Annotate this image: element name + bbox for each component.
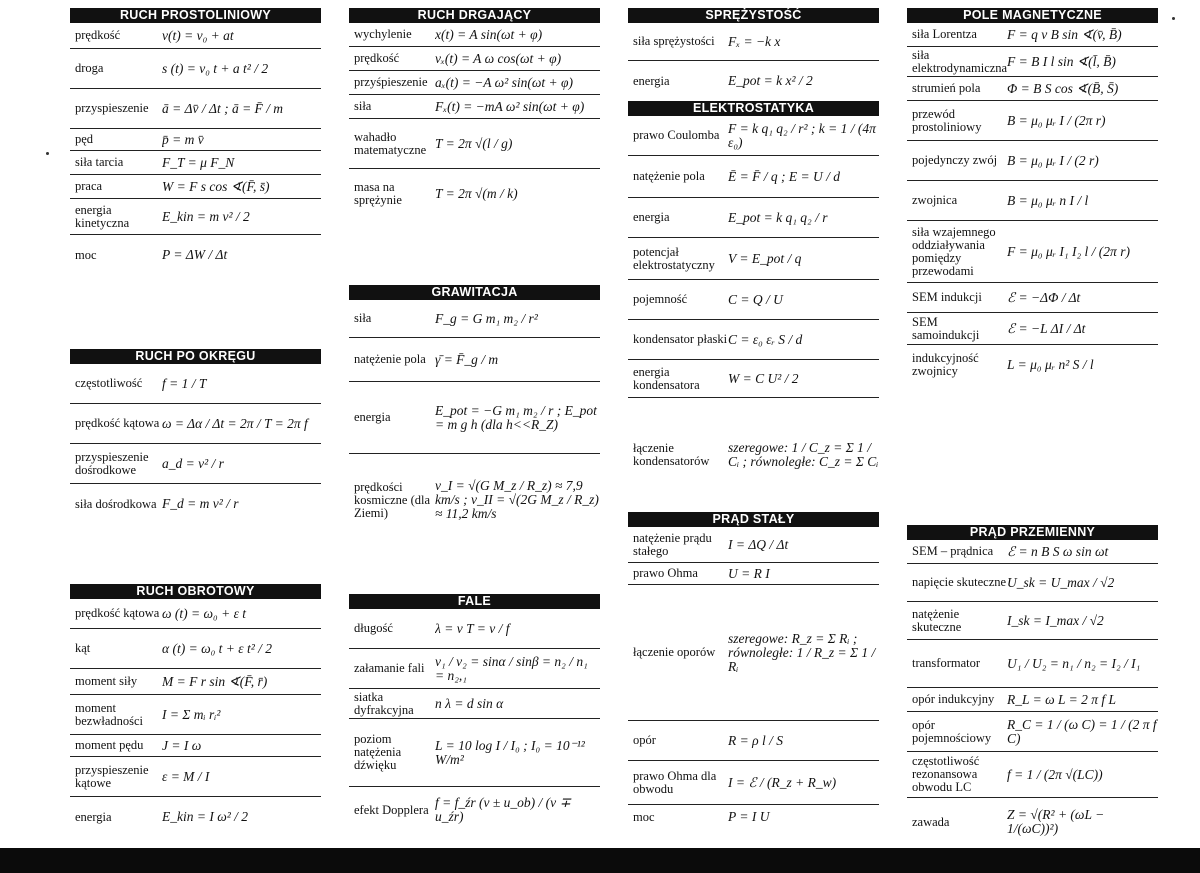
formula-label: siła elektrodynamiczna [912,47,1008,75]
formula-label: moment siły [75,674,138,688]
formula-expression: ā = Δv̄ / Δt ; ā = F̄ / m [162,101,284,116]
formula-label: przyspieszenie [75,101,149,115]
formula-row [907,23,1158,47]
formula-label: łączenie kondensatorów [633,441,710,468]
formula-row [628,116,879,156]
formula-label: siła sprężystości [633,34,715,48]
formula-expression: szeregowe: R_z = Σ Rᵢ ; równoległe: 1 / R_z = Σ 1 / Rᵢ [728,631,876,674]
formula-row [70,129,321,151]
formula-expression: P = ΔW / Δt [162,248,228,262]
formula-label: natężenie prądu stałego [633,530,712,558]
column-4 [907,8,1158,846]
formula-expression: f = 1 / (2π √(LC)) [1007,767,1103,782]
formula-expression: v_I = √(G M_z / R_z) ≈ 7,9 km/s ; v_II = √(2G M_z / R_z) ≈ 11,2 km/s [435,479,599,521]
formula-label: łączenie oporów [633,645,716,659]
formula-label: siła tarcia [75,155,124,169]
formula-row [70,404,321,444]
formula-expression: F = k q₁ q₂ / r² ; k = 1 / (4π ε₀) [728,121,876,150]
formula-expression: Ē = F̄ / q ; E = U / d [728,169,840,184]
formula-expression: C = Q / U [728,292,783,307]
formula-expression: I = Σ mᵢ rᵢ² [162,707,221,722]
formula-label: moc [75,247,97,262]
formula-expression: B = μ₀ μᵣ I / (2π r) [1007,113,1106,128]
formula-label: opór [633,733,656,747]
formula-expression: R_C = 1 / (ω C) = 1 / (2 π f C) [1007,717,1157,746]
formula-row [70,175,321,199]
formula-row [70,669,321,695]
formula-label: prawo Ohma [633,566,698,580]
section-prad-staly [628,512,879,829]
formula-expression: x(t) = A sin(ωt + φ) [435,27,543,42]
column-1 [70,8,321,837]
formula-row [907,640,1158,688]
formula-label: siła dośrodkowa [75,496,157,511]
formula-label: indukcyjność zwojnicy [912,351,979,378]
formula-label: prędkość [354,51,400,65]
formula-label: strumień pola [912,81,981,95]
section-title: PRĄD PRZEMIENNY [907,525,1158,540]
formula-expression: I = ℰ / (R_z + R_w) [728,775,837,790]
formula-row [628,360,879,398]
formula-expression: n λ = d sin α [435,696,504,711]
formula-label: przewód prostoliniowy [912,106,982,134]
formula-label: moment pędu [75,738,144,752]
section-pole-magnetyczne [907,8,1158,385]
formula-label: prawo Coulomba [633,128,720,142]
formula-row [349,95,600,119]
formula-label: opór indukcyjny [912,692,995,706]
formula-row [907,602,1158,640]
formula-expression: E_pot = −G m₁ m₂ / r ; E_pot = m g h (dla h<<R_Z) [435,403,597,432]
formula-row [628,320,879,360]
formula-expression: ℰ = −ΔΦ / Δt [1007,290,1081,305]
section-ruch-po-okregu [70,349,321,524]
section-title: RUCH PROSTOLINIOWY [70,8,321,23]
formula-label: praca [75,179,103,193]
formula-label: wychylenie [354,27,412,41]
formula-row [907,798,1158,846]
formula-row [349,649,600,689]
formula-label: energia [75,809,112,824]
formula-expression: f = 1 / T [162,376,207,391]
formula-row [70,444,321,484]
section-title: RUCH DRGAJĄCY [349,8,600,23]
formula-row [628,527,879,563]
formula-expression: V = E_pot / q [728,251,802,266]
formula-expression: p̄ = m v̄ [162,132,204,147]
formula-label: zawada [912,814,950,829]
formula-row [907,221,1158,283]
formula-expression: Φ = B S cos ∢(B̄, S̄) [1007,81,1119,96]
formula-expression: T = 2π √(l / g) [435,136,513,151]
formula-row [349,689,600,719]
formula-expression: E_kin = I ω² / 2 [162,810,249,824]
formula-row [907,313,1158,345]
formula-row [907,752,1158,798]
formula-row [70,364,321,404]
section-sprezystosc [628,8,879,101]
formula-row [628,398,879,512]
formula-label: zwojnica [912,193,958,207]
formula-expression: F = q v B sin ∢(v̄, B̄) [1007,27,1122,42]
formula-expression: F = μ₀ μᵣ I₁ I₂ l / (2π r) [1007,244,1130,259]
formula-expression: B = μ₀ μᵣ I / (2 r) [1007,153,1099,168]
formula-expression: B = μ₀ μᵣ n I / l [1007,193,1089,208]
formula-label: prędkość kątowa [75,416,160,430]
scan-bottom-edge [0,848,1200,873]
formula-label: energia [633,73,670,88]
formula-label: energia [354,410,391,424]
formula-label: kąt [75,641,91,655]
formula-expression: E_pot = k q₁ q₂ / r [728,210,828,225]
formula-row [349,169,600,219]
formula-row [70,199,321,235]
formula-row [349,609,600,649]
formula-expression: E_kin = m v² / 2 [162,209,250,224]
formula-label: prędkość [75,28,121,42]
formula-row [628,721,879,761]
formula-row [349,119,600,169]
column-2 [349,8,600,833]
formula-row [349,454,600,546]
formula-row [628,585,879,721]
formula-label: pojemność [633,292,688,306]
formula-row [70,629,321,669]
formula-expression: a_d = v² / r [162,456,224,471]
formula-label: długość [354,621,393,635]
formula-label: częstotliwość rezonansowa obwodu LC [912,754,980,794]
formula-label: energia kinetyczna [75,202,130,230]
formula-expression: U = R I [728,566,770,581]
formula-label: siła wzajemnego oddziaływania pomiędzy przewodami [912,224,996,278]
formula-label: kondensator płaski [633,332,728,346]
formula-label: przyśpieszenie [354,75,428,89]
formula-label: prędkość kątowa [75,606,160,620]
formula-expression: f = f_źr (v ± u_ob) / (v ∓ u_źr) [435,796,571,824]
formula-expression: ω (t) = ω₀ + ε t [162,606,247,621]
formula-row [628,23,879,61]
formula-row [70,89,321,129]
formula-row [70,235,321,275]
formula-row [907,712,1158,752]
formula-expression: v(t) = v₀ + at [162,28,234,43]
formula-row [907,101,1158,141]
section-grawitacja [349,285,600,546]
formula-row [70,49,321,89]
formula-expression: J = I ω [162,738,202,753]
formula-expression: Z = √(R² + (ωL − 1/(ωC))²) [1007,808,1105,836]
section-ruch-drgajacy [349,8,600,219]
formula-label: natężenie skuteczne [912,606,962,634]
formula-label: moc [633,809,655,824]
formula-label: siła [354,311,372,325]
formula-row [349,23,600,47]
formula-row [70,797,321,837]
formula-expression: I = ΔQ / Δt [728,537,789,552]
formula-label: droga [75,61,104,75]
section-fale [349,594,600,833]
formula-expression: R = ρ l / S [728,733,783,748]
formula-expression: F_T = μ F_N [162,155,235,170]
formula-label: energia kondensatora [633,364,700,392]
formula-row [628,280,879,320]
column-3 [628,8,879,829]
formula-label: prędkości kosmiczne (dla Ziemi) [354,479,431,520]
formula-expression: ω = Δα / Δt = 2π / T = 2π f [162,416,308,431]
scan-speck [46,152,49,155]
formula-label: opór pojemnościowy [912,717,992,745]
section-ruch-obrotowy [70,584,321,837]
formula-expression: U_sk = U_max / √2 [1007,575,1115,590]
formula-label: pęd [75,132,94,146]
formula-label: natężenie pola [633,169,705,183]
formula-row [70,757,321,797]
formula-row [70,735,321,757]
formula-row [628,61,879,101]
formula-label: pojedynczy zwój [912,153,998,167]
formula-label: SEM samoindukcji [912,314,980,342]
formula-row [907,141,1158,181]
formula-expression: γ̄ = F̄_g / m [435,352,499,367]
formula-label: natężenie pola [354,352,426,366]
formula-expression: E_pot = k x² / 2 [728,74,813,88]
formula-expression: F_g = G m₁ m₂ / r² [435,311,538,326]
formula-row [907,564,1158,602]
formula-label: wahadło matematyczne [354,129,427,157]
formula-row [628,156,879,198]
formula-label: siatka dyfrakcyjna [354,689,414,717]
formula-row [907,540,1158,564]
formula-row [907,77,1158,101]
formula-row [349,719,600,787]
formula-label: potencjał elektrostatyczny [633,244,715,272]
formula-expression: vₓ(t) = A ω cos(ωt + φ) [435,51,562,66]
formula-label: przyspieszenie dośrodkowe [75,449,149,477]
section-title: SPRĘŻYSTOŚĆ [628,8,879,23]
formula-row [349,47,600,71]
formula-expression: C = ε₀ εᵣ S / d [728,332,803,347]
formula-label: napięcie skuteczne [912,575,1007,589]
formula-row [349,300,600,338]
section-title: GRAWITACJA [349,285,600,300]
formula-expression: Fₓ = −k x [728,34,781,49]
formula-expression: v₁ / v₂ = sinα / sinβ = n₂ / n₁ = n₂,₁ [435,654,588,683]
formula-row [907,47,1158,77]
formula-label: poziom natężenia dźwięku [354,732,402,772]
section-title: FALE [349,594,600,609]
formula-expression: Fₓ(t) = −mA ω² sin(ωt + φ) [435,99,585,114]
formula-label: efekt Dopplera [354,802,429,817]
formula-row [70,484,321,524]
formula-expression: s (t) = v₀ t + a t² / 2 [162,61,269,76]
formula-expression: W = F s cos ∢(F̄, s̄) [162,179,270,194]
formula-expression: I_sk = I_max / √2 [1007,613,1104,628]
formula-row [628,761,879,805]
formula-expression: aₓ(t) = −A ω² sin(ωt + φ) [435,75,573,90]
section-title: RUCH OBROTOWY [70,584,321,599]
formula-row [628,805,879,829]
section-title: ELEKTROSTATYKA [628,101,879,116]
section-title: PRĄD STAŁY [628,512,879,527]
formula-expression: L = 10 log I / I₀ ; I₀ = 10⁻¹² W/m² [435,738,585,767]
formula-expression: F = B I l sin ∢(l̄, B̄) [1007,54,1116,69]
formula-row [349,787,600,833]
scan-speck [1172,17,1175,20]
section-ruch-prostoliniowy [70,8,321,275]
formula-expression: ℰ = −L ΔI / Δt [1007,321,1086,336]
formula-row [628,563,879,585]
formula-expression: α (t) = ω₀ t + ε t² / 2 [162,641,273,656]
formula-row [349,338,600,382]
formula-label: przyspieszenie kątowe [75,762,149,790]
formula-row [907,283,1158,313]
formula-expression: P = I U [728,810,770,824]
formula-row [70,23,321,49]
formula-expression: F_d = m v² / r [162,497,239,511]
formula-label: siła [354,99,372,113]
formula-row [349,71,600,95]
formula-label: masa na sprężynie [354,180,402,207]
formula-expression: W = C U² / 2 [728,371,799,386]
section-title: RUCH PO OKRĘGU [70,349,321,364]
formula-row [349,382,600,454]
formula-row [70,151,321,175]
formula-expression: M = F r sin ∢(F̄, r̄) [162,674,268,689]
formula-row [907,181,1158,221]
formula-row [907,345,1158,385]
formula-label: SEM indukcji [912,290,982,304]
formula-expression: R_L = ω L = 2 π f L [1007,692,1117,707]
formula-expression: L = μ₀ μᵣ n² S / l [1007,358,1094,372]
formula-row [907,688,1158,712]
formula-label: SEM – prądnica [912,544,994,558]
formula-row [70,599,321,629]
formula-label: moment bezwładności [75,700,144,728]
section-prad-przemienny [907,525,1158,846]
formula-expression: λ = v T = v / f [435,621,510,636]
formula-label: prawo Ohma dla obwodu [633,768,717,796]
formula-row [628,238,879,280]
formula-expression: ε = M / I [162,769,210,784]
formula-row [628,198,879,238]
section-elektrostatyka [628,101,879,512]
formula-label: siła Lorentza [912,27,977,41]
formula-label: energia [633,210,670,224]
formula-expression: U₁ / U₂ = n₁ / n₂ = I₂ / I₁ [1007,656,1141,671]
formula-row [70,695,321,735]
formula-label: transformator [912,656,981,670]
formula-expression: T = 2π √(m / k) [435,187,518,201]
formula-label: załamanie fali [354,661,425,675]
section-title: POLE MAGNETYCZNE [907,8,1158,23]
formula-expression: ℰ = n B S ω sin ωt [1007,544,1109,559]
formula-label: częstotliwość [75,376,143,390]
formula-expression: szeregowe: 1 / C_z = Σ 1 / Cᵢ ; równoległe: C_z = Σ Cᵢ [728,441,879,469]
